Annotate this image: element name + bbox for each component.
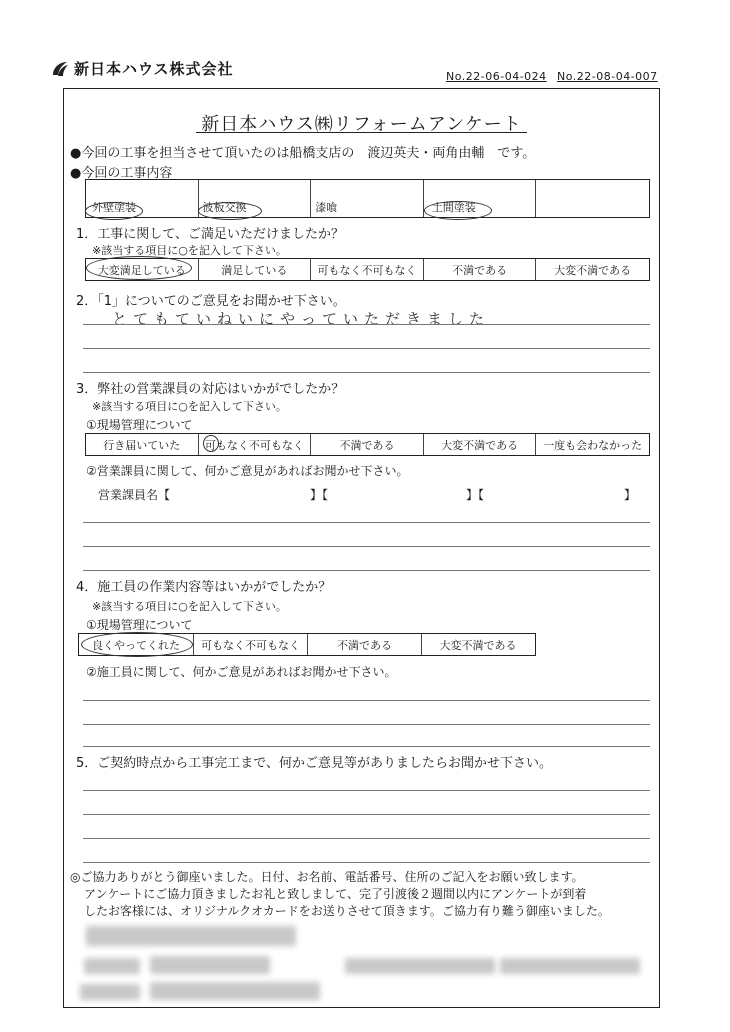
q1-option: 大変満足している [86,259,199,280]
selection-circle [198,202,262,220]
company-name: 新日本ハウス株式会社 [74,60,234,78]
survey-title: 新日本ハウス㈱リフォームアンケート [201,114,522,135]
q3-sub1: ①現場管理について [86,418,193,432]
q3-option: 一度も会わなかった [543,438,643,452]
answer-line [83,724,650,725]
q4-option: 不満である [308,634,422,655]
answer-line [83,838,650,839]
q4-option: 良くやってくれた [79,634,194,655]
work-item-cell: 外壁塗装 [86,180,199,217]
redacted-block [500,958,640,974]
q4-instruction: ※該当する項目に○を記入して下さい。 [92,600,287,613]
q3-option: 大変不満である [424,434,537,455]
work-item-cell: 土間塗装 [424,180,537,217]
q4-option: 可もなく不可もなく [194,634,308,655]
selection-circle [424,201,492,220]
q3-options-table [85,433,650,456]
selection-circle [203,435,219,452]
q4-sub1: ①現場管理について [86,618,193,632]
q2-handwritten-answer: とてもていねいにやっていただきました [112,310,491,328]
q3-instruction: ※該当する項目に○を記入して下さい。 [92,400,287,413]
answer-line [83,746,650,747]
redacted-block [150,956,270,974]
q3-sub2: ②営業課員に関して、何かご意見があればお聞かせ下さい。 [86,464,409,478]
document-number-2: No.22-08-04-007 [557,70,658,83]
bracket-separator: 】【 [310,488,329,502]
q4-option: 大変不満である [439,638,517,652]
work-item-cell: 漆喰 [311,180,424,217]
q1-question: 1．工事に関して、ご満足いただけましたか？ [76,227,345,242]
answer-line [83,546,650,547]
footer-note-line-1: ◎ご協力ありがとう御座いました。日付、お名前、電話番号、住所のご記入をお願い致します。 [70,870,584,884]
q4-question: 4．施工員の作業内容等はいかがでしたか？ [76,580,332,595]
redacted-block [150,982,320,1000]
title-underline [196,132,527,133]
redacted-block [80,984,140,1000]
selection-circle [85,202,143,220]
q1-option: 満足している [199,259,312,280]
q3-option: 行き届いていた [86,434,199,455]
answer-line [83,522,650,523]
answer-line [83,324,650,325]
selection-circle [86,256,192,280]
sales-staff-label: 営業課員名【 [98,488,171,502]
q3-option: 不満である [311,434,424,455]
q4-sub2: ②施工員に関して、何かご意見があればお聞かせ下さい。 [86,665,397,679]
staff-line: ●今回の工事を担当させて頂いたのは船橋支店の 渡辺英夫・両角由輔 です。 [70,146,536,161]
q1-instruction: ※該当する項目に○を記入して下さい。 [92,244,287,257]
answer-line [83,570,650,571]
answer-line [83,348,650,349]
q3-question: 3．弊社の営業課員の対応はいかがでしたか？ [76,382,345,397]
work-item-cell: 波板交換 [199,180,312,217]
redacted-block [86,926,296,946]
footer-note-line-3: したお客様には、オリジナルクオカードをお送りさせて頂きます。ご協力有り難う御座いました。 [84,904,610,918]
answer-line [83,372,650,373]
company-logo [50,58,234,79]
answer-line [83,700,650,701]
company-logo-icon [50,59,70,79]
q3-option: 可もなく不可もなく [199,434,312,455]
redacted-block [345,958,495,974]
footer-note-line-2: アンケートにご協力頂きましたお礼と致しまして、完了引渡後２週間以内にアンケートが到着 [84,887,587,901]
answer-line [83,862,650,863]
answer-line [83,814,650,815]
work-heading: ●今回の工事内容 [70,166,173,181]
q2-question: 2．「1」についてのご意見をお聞かせ下さい。 [76,294,346,309]
q1-option: 不満である [424,259,537,280]
document-number-1: No.22-06-04-024 [446,70,547,83]
work-item-cell [536,180,649,217]
answer-line [83,790,650,791]
work-items-table [85,179,650,218]
q1-option: 大変不満である [554,263,632,277]
selection-circle [81,632,193,657]
redacted-block [84,958,140,974]
bracket-separator: 】【 [466,488,485,502]
q1-option: 可もなく不可もなく [311,259,424,280]
bracket-end: 】 [624,488,637,502]
q5-question: 5．ご契約時点から工事完工まで、何かご意見等がありましたらお聞かせ下さい。 [76,756,553,771]
